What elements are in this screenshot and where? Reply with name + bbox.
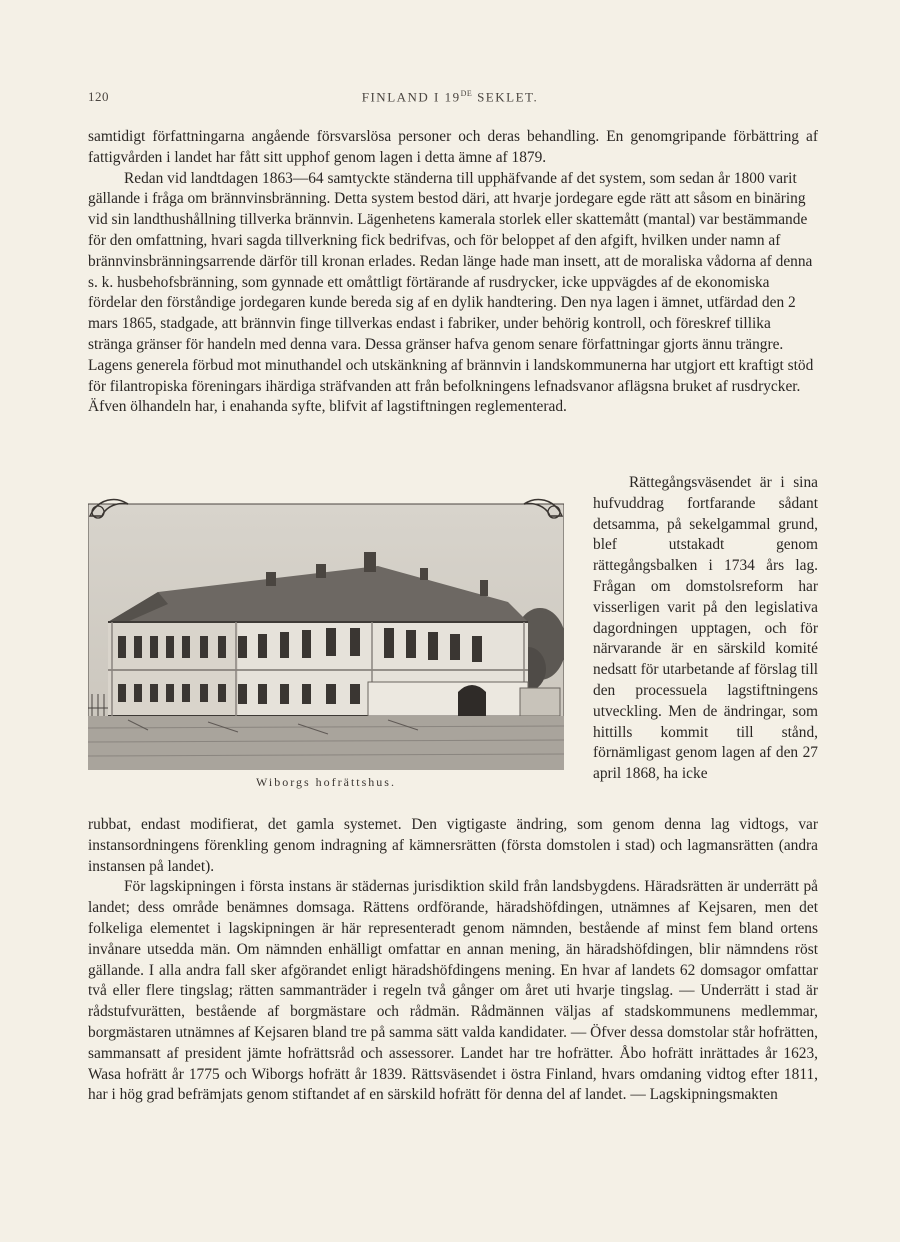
paragraph: Rättegångsväsendet är i sina hufvuddrag fortfarande sådant detsamma, på sekelgammal grund, blef utstakadt genom rättegångsbalken i 1734 års lag. Frågan om domstolsreform har visserligen varit på den legislativa dagordningen upptagen, och för närvarande är en särskild komité nedsatt för utarbetande af förslag till den processuela lagstiftningens utveckling. Men de ändringar, som hittills kommit till stånd, förnämligast genom lagen af den 27 april 1868, ha icke [593,474,818,783]
running-head-title: FINLAND I 19 [361,89,461,105]
body-text-side [593,473,818,785]
body-text-bottom [88,815,818,1106]
page-number: 120 [88,89,109,104]
paragraph: Redan vid landtdagen 1863—64 samtyckte ständerna till upphäfvande af det system, som sedan år 1800 varit gällande i fråga om brännvinsbränning. Detta system bestod däri, att hvarje jordegare egde rätt att såsom en binäring vid sin landthushållning tillverka brännvin. Lägenhetens kamerala storlek eller skattemått (mantal) var bestämmande för den omfattning, hvari sagda tillverkning fick bedrifvas, och för beloppet af den afgift, hvilken under namn af brännvinsbränningsarrende därför till kronan erlades. Redan länge hade man insett, att de moraliska vådorna af denna s. k. husbehofsbränning, som gynnade ett omåttligt förtärande af rusdrycker, icke uppvägdes af de ekonomiska fördelar den förståndige jordegaren kunde bereda sig af en dylik handtering. Den nya lagen i ämnet, utfärdad den 2 mars 1865, stadgade, att brännvin finge tillverkas endast i fabriker, under behörig kontroll, och föreskref tillika stränga gränser för handeln med denna vara. Dessa gränser hafva genom senare författningar gjorts ännu trängre. Lagens generela förbud mot minuthandel och utskänkning af brännvin i landskommunerna har utgjort ett kraftigt stöd för filantropiska föreningars ihärdiga sträfvanden att från befolkningens lefnadsvanor aflägsna bruket af rusdrycker. Äfven ölhandeln har, i enahanda syfte, blifvit af lagstiftningen reglementerad. [88,169,814,416]
body-text-top [88,127,818,418]
running-head [0,89,900,105]
running-head-superscript: DE [460,89,473,98]
figure-caption: Wiborgs hofrättshus. [256,775,396,789]
paragraph: För lagskipningen i första instans är städernas jurisdiktion skild från landsbygdens. Häradsrätten är underrätt på landet; dess område benämnes domsaga. Rättens ordförande, häradshöfdingen, utnämnes af Kejsaren, men det folkeliga elementet i lagskipningen är här representeradt genom nämnden, bestående af minst fem bland ortens invånare utsedda män. Om nämnden enhälligt omfattar en annan mening, än häradshöfdingen, blir nämndens röst gällande. I alla andra fall sker afgörandet enligt häradshöfdingens mening. En hvar af landets 62 domsagor omfattar två eller flere tingslag; rätten sammanträder i regeln två gånger om året uti hvarje tingslag. — Underrätt i stad är rådstufvurätten, bestående af borgmästare och rådmän. Rådmännen väljas af stadskommunens medlemmar, borgmästaren utnämnes af Kejsaren bland tre på samma sätt valda kandidater. — Öfver dessa domstolar står hofrätten, sammansatt af president jämte hofrättsråd och assessorer. Landet har tre hofrätter. Åbo hofrätt inrättades år 1623, Wasa hofrätt år 1775 och Wiborgs hofrätt år 1839. Rättsväsendet i östra Finland, hvars omdaning vidtog efter 1811, har i hög grad befrämjats genom stiftandet af en särskild hofrätt för denna del af landet. — Lagskipningsmakten [88,878,818,1104]
paragraph: rubbat, endast modifierat, det gamla systemet. Den vigtigaste ändring, som genom denna lag vidtogs, var instansordningens förenkling genom indragning af kämnersrätten (första domstolen i stad) och lagmansrätten (andra instansen på landet). [88,816,818,875]
paragraph: samtidigt författningarna angående försvarslösa personer och deras behandling. En genomgripande förbättring af fattigvården i landet har fått sitt upphof genom lagen i detta ämne af 1879. [88,128,818,166]
building-illustration [88,494,564,770]
illustration-svg [88,494,564,770]
running-head-title-end: SEKLET. [472,89,539,105]
